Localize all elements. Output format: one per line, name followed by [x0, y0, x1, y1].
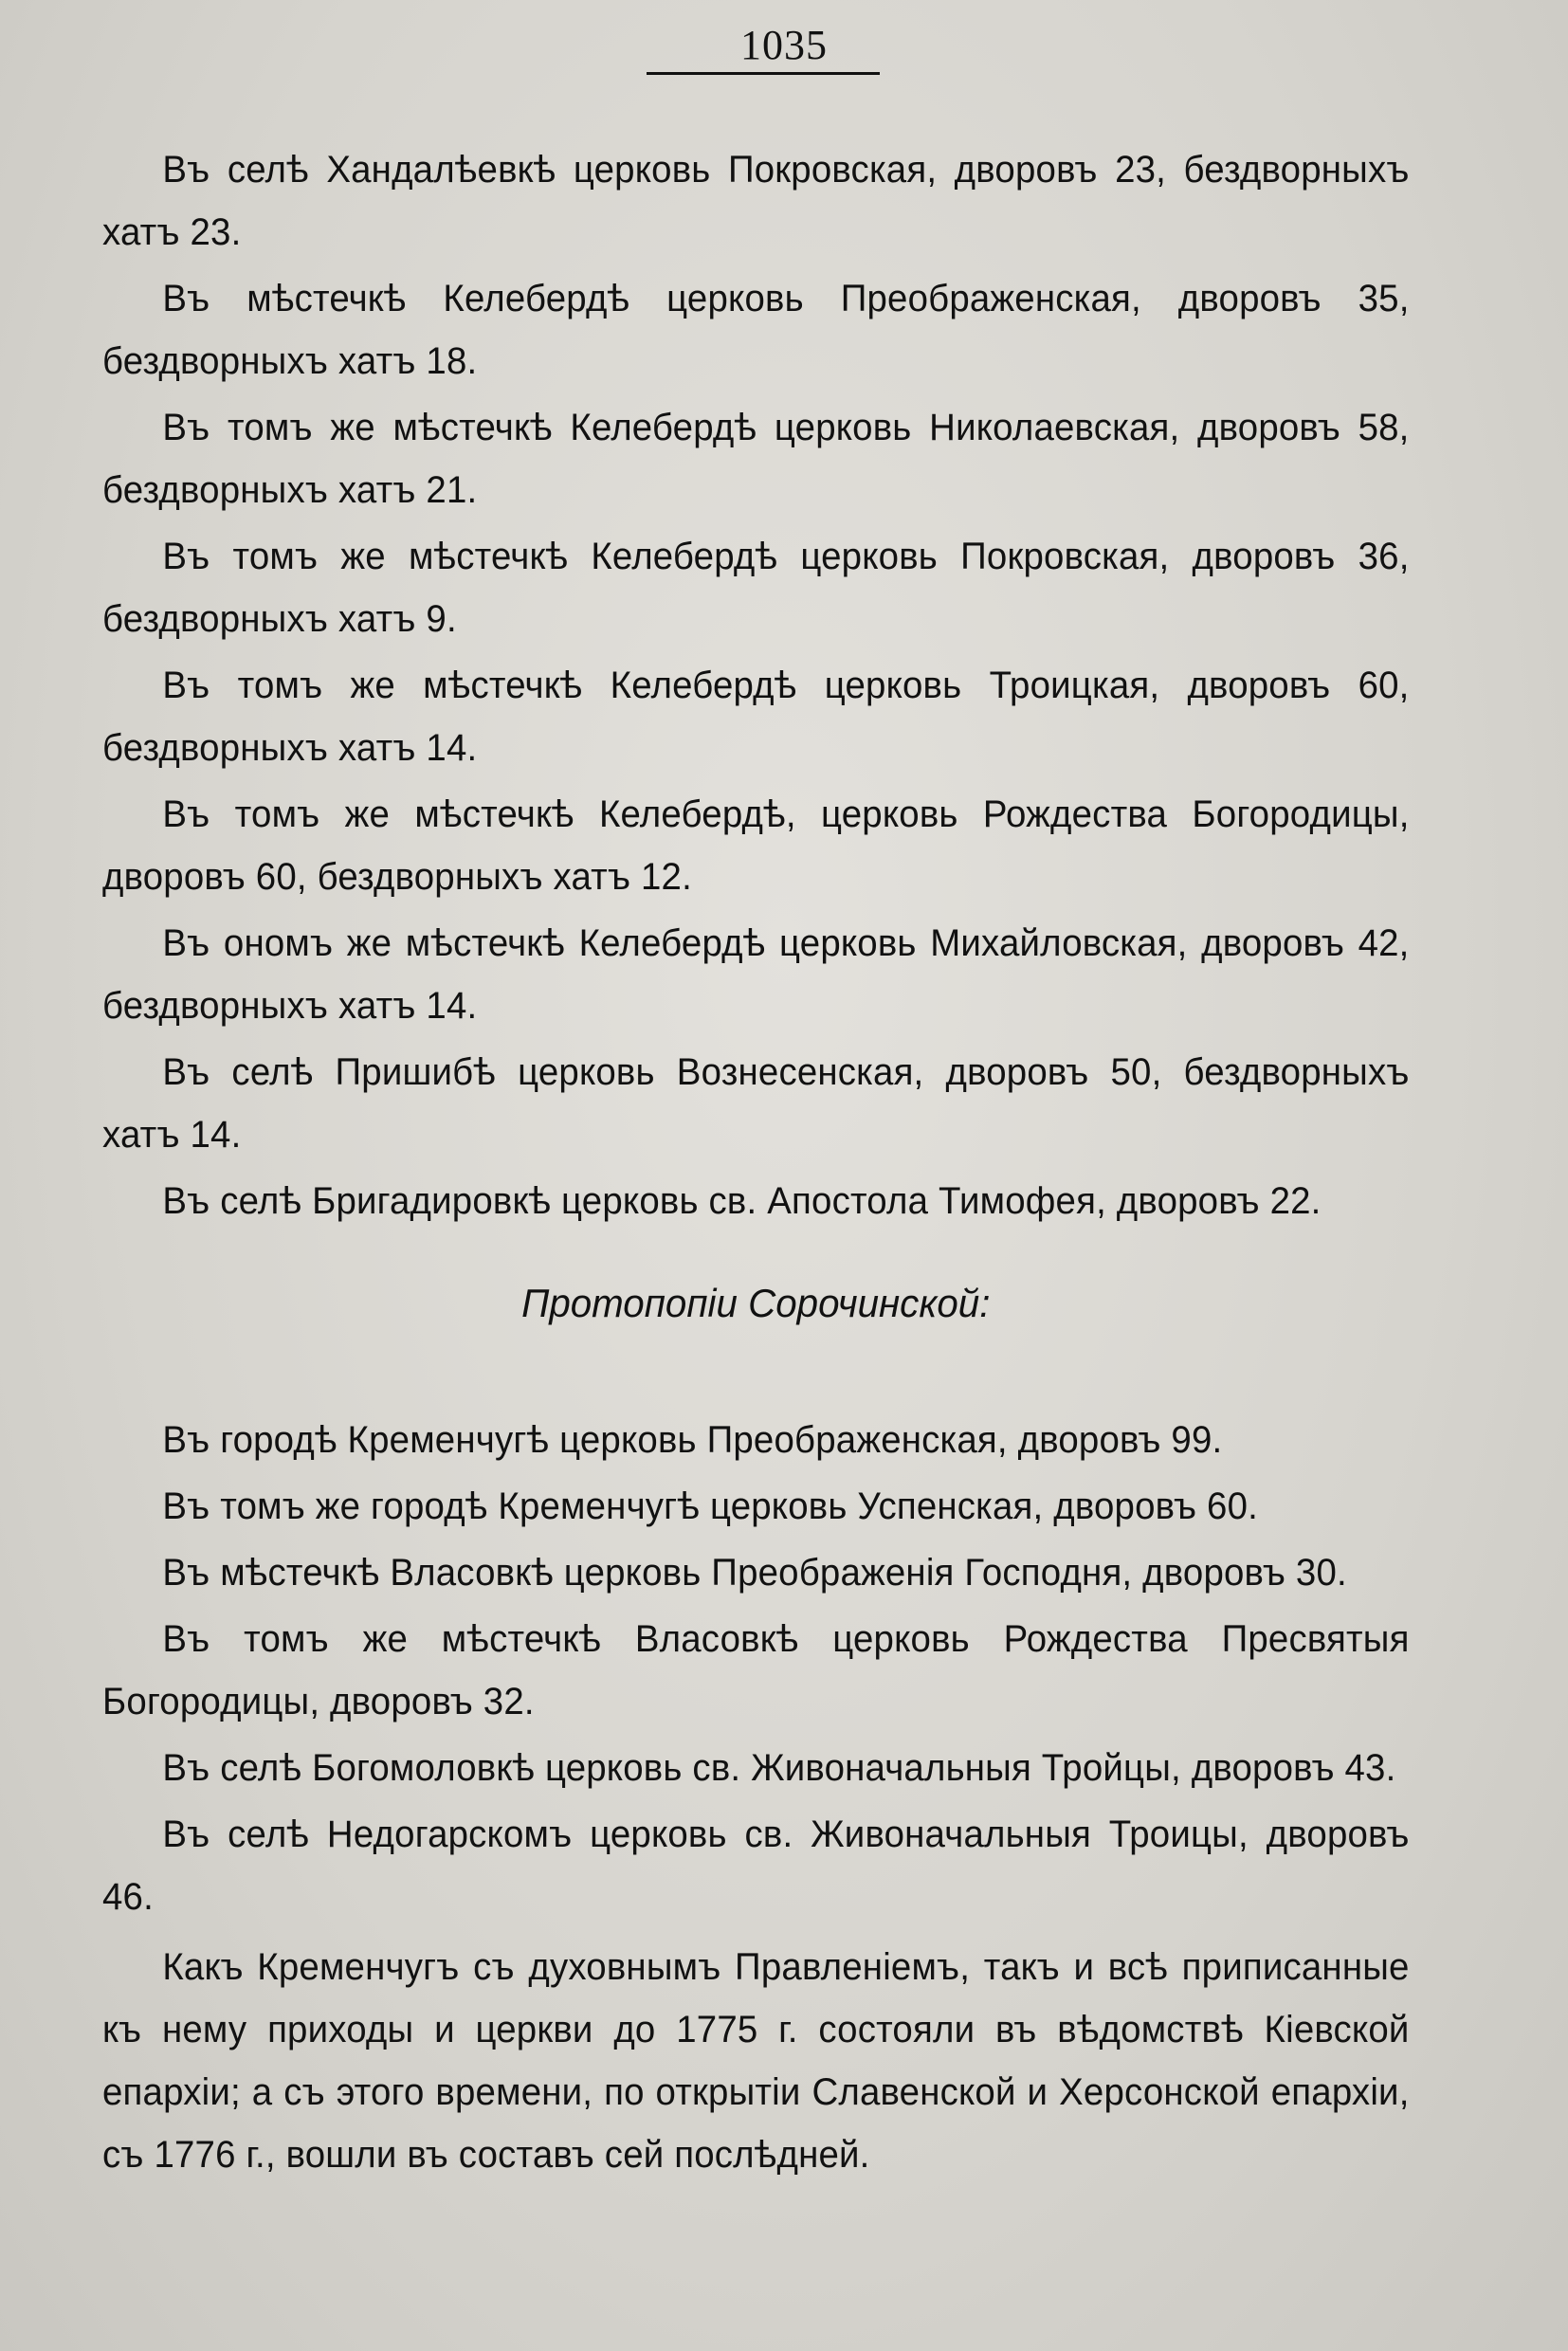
- parish-entry: Въ ономъ же мѣстечкѣ Келебердѣ церковь Михайловская, дворовъ 42, бездворныхъ хатъ 14.: [102, 922, 1410, 1027]
- parish-entry: Въ селѣ Богомоловкѣ церковь св. Живоначальныя Тройцы, дворовъ 43.: [162, 1747, 1396, 1789]
- parish-entry: Въ томъ же мѣстечкѣ Власовкѣ церковь Рождества Пресвятыя Богородицы, дворовъ 32.: [102, 1618, 1410, 1722]
- closing-paragraph: Какъ Кременчугъ съ духовнымъ Правленіемъ, такъ и всѣ приписанные къ нему приходы и церкви до 1775 г. состояли въ вѣдомствѣ Кіевской епархіи; а съ этого времени, по открытіи Славенской и Херсонской епархіи, съ 1776 г., вошли въ составъ сей послѣдней.: [102, 1946, 1410, 2176]
- page-number-rule: [647, 72, 880, 75]
- parish-entry: Въ мѣстечкѣ Келебердѣ церковь Преображенская, дворовъ 35, бездворныхъ хатъ 18.: [102, 278, 1410, 382]
- parish-entry: Въ городѣ Кременчугѣ церковь Преображенская, дворовъ 99.: [162, 1419, 1223, 1461]
- parish-entry: Въ селѣ Пришибѣ церковь Вознесенская, дворовъ 50, бездворныхъ хатъ 14.: [102, 1051, 1410, 1156]
- parish-entry: Въ томъ же мѣстечкѣ Келебердѣ церковь Николаевская, дворовъ 58, бездворныхъ хатъ 21.: [102, 407, 1410, 511]
- parish-entry: Въ селѣ Недогарскомъ церковь св. Живоначальныя Троицы, дворовъ 46.: [102, 1813, 1410, 1918]
- parish-entry: Въ селѣ Хандалѣевкѣ церковь Покровская, дворовъ 23, бездворныхъ хатъ 23.: [102, 149, 1410, 253]
- body-text: [102, 138, 1410, 2190]
- parish-entry: Въ томъ же мѣстечкѣ Келебердѣ церковь Троицкая, дворовъ 60, бездворныхъ хатъ 14.: [102, 665, 1410, 769]
- section-heading: Протопопіи Сорочинской:: [521, 1281, 991, 1325]
- parish-entry: Въ томъ же городѣ Кременчугѣ церковь Успенская, дворовъ 60.: [162, 1485, 1258, 1527]
- parish-entry: Въ селѣ Бригадировкѣ церковь св. Апостола Тимофея, дворовъ 22.: [162, 1180, 1322, 1222]
- page-number: 1035: [740, 22, 828, 68]
- parish-entry: Въ томъ же мѣстечкѣ Келебердѣ, церковь Рождества Богородицы, дворовъ 60, бездворныхъ хатъ 12.: [102, 793, 1410, 898]
- parish-entry: Въ томъ же мѣстечкѣ Келебердѣ церковь Покровская, дворовъ 36, бездворныхъ хатъ 9.: [102, 536, 1410, 640]
- parish-entry: Въ мѣстечкѣ Власовкѣ церковь Преображенія Господня, дворовъ 30.: [162, 1552, 1347, 1594]
